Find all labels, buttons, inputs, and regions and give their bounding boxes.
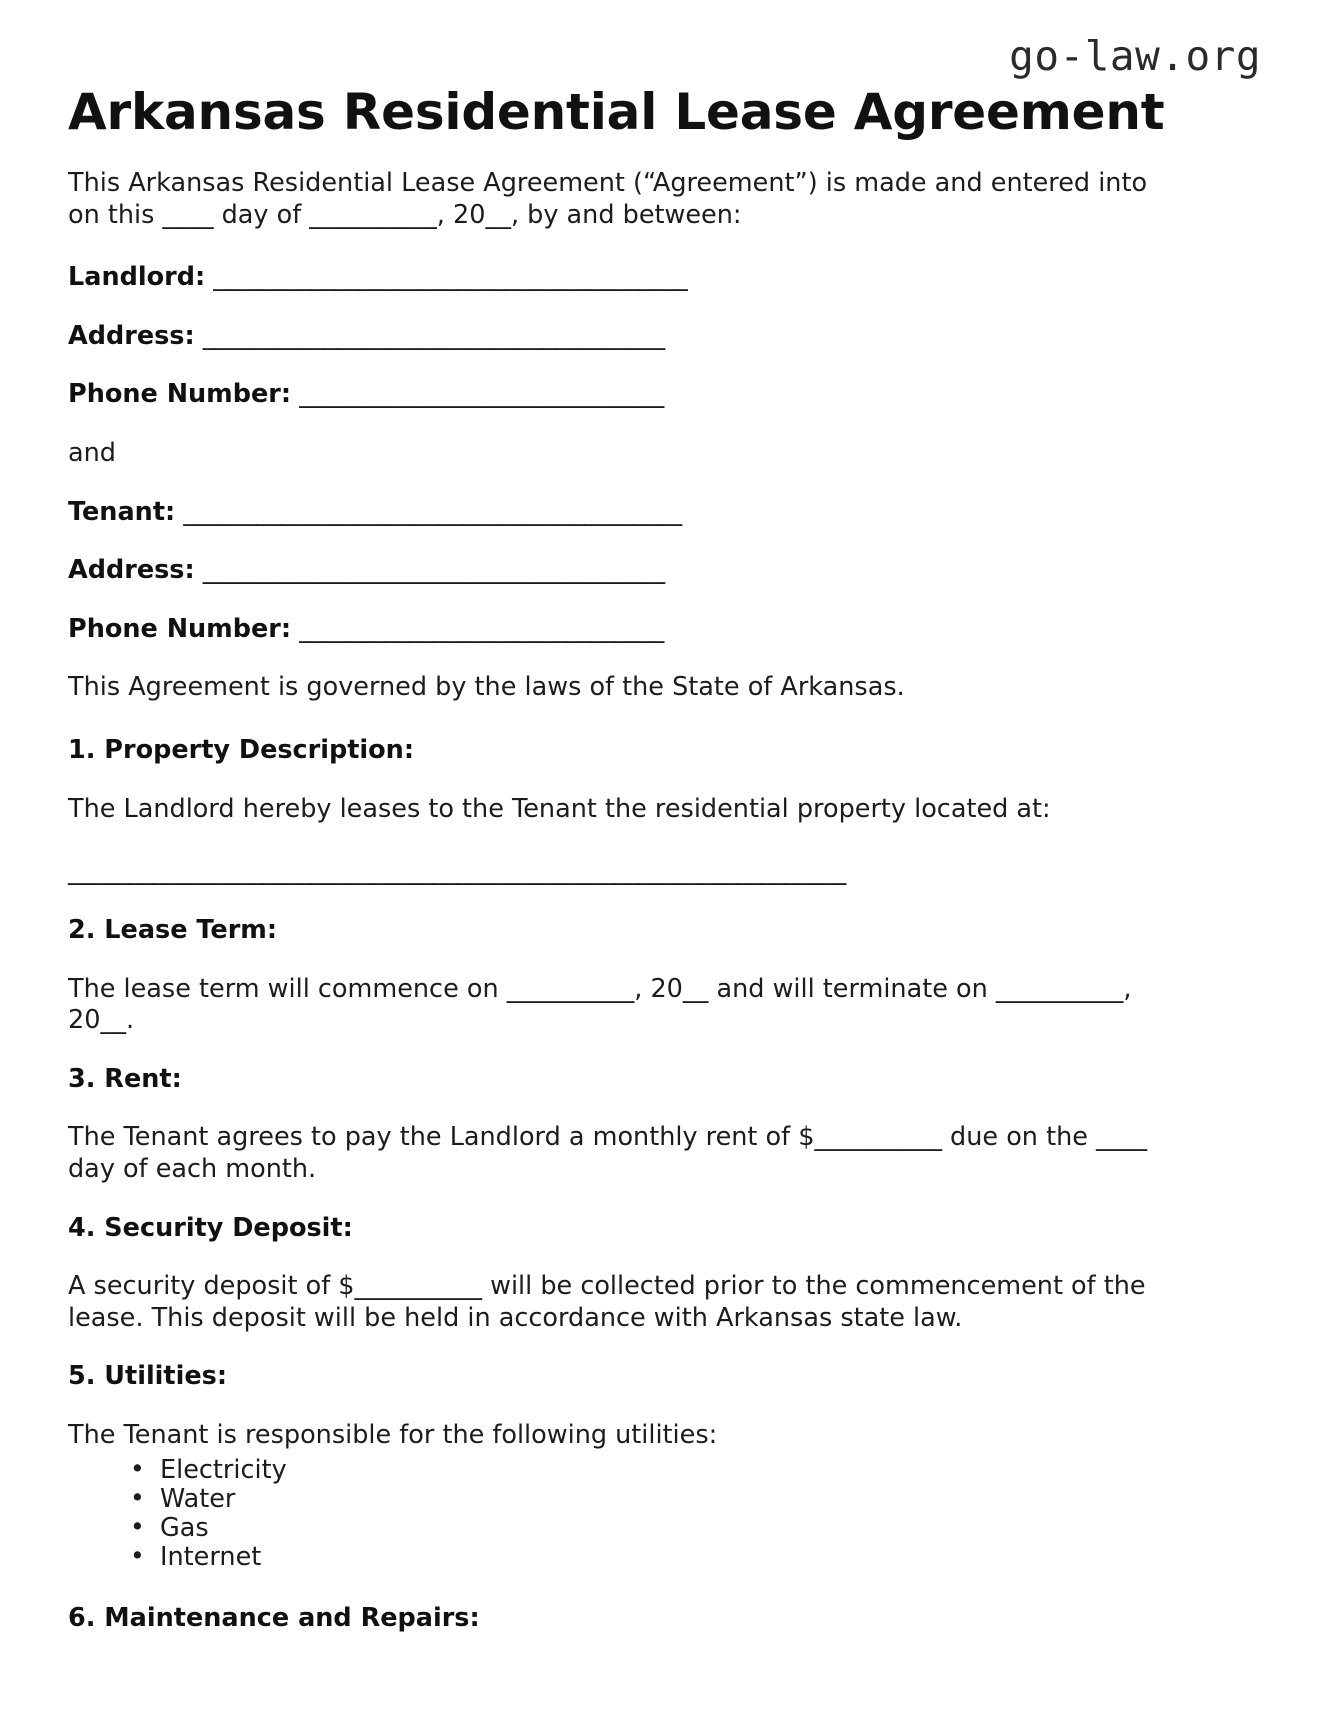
tenant-name-blank[interactable]: _________________________________________ bbox=[183, 496, 682, 527]
tenant-phone-field bbox=[68, 614, 1173, 646]
tenant-phone-label: Phone Number: bbox=[68, 613, 292, 644]
governing-law-paragraph: This Agreement is governed by the laws of the State of Arkansas. bbox=[68, 672, 905, 703]
section-heading-rent: 3. Rent: bbox=[68, 1063, 182, 1094]
list-item: • Electricity bbox=[130, 1456, 1173, 1485]
tenant-address-blank[interactable]: ______________________________________ bbox=[202, 555, 665, 586]
and-conjunction: and bbox=[68, 438, 116, 469]
list-item: • Gas bbox=[130, 1514, 1173, 1543]
section-body-rent: The Tenant agrees to pay the Landlord a monthly rent of $__________ due on the ____ day of each month. bbox=[68, 1122, 1148, 1184]
tenant-name-field bbox=[68, 497, 1173, 529]
landlord-phone-field bbox=[68, 379, 1173, 411]
list-item: • Water bbox=[130, 1485, 1173, 1514]
landlord-name-blank[interactable]: _______________________________________ bbox=[213, 262, 688, 293]
page-title: Arkansas Residential Lease Agreement bbox=[68, 83, 1165, 141]
tenant-address-field bbox=[68, 555, 1173, 587]
tenant-phone-blank[interactable]: ______________________________ bbox=[299, 613, 664, 644]
landlord-address-field bbox=[68, 321, 1173, 353]
brand-text: go-law.org bbox=[1009, 32, 1261, 80]
section-body-property-description: The Landlord hereby leases to the Tenant the residential property located at: bbox=[68, 793, 1051, 824]
property-address-blank[interactable]: ________________________________________________________________ bbox=[68, 856, 846, 887]
landlord-phone-label: Phone Number: bbox=[68, 379, 292, 410]
utilities-list bbox=[68, 1456, 1173, 1572]
landlord-phone-blank[interactable]: ______________________________ bbox=[299, 379, 664, 410]
landlord-name-label: Landlord: bbox=[68, 262, 206, 293]
section-heading-maintenance-and-repairs: 6. Maintenance and Repairs: bbox=[68, 1602, 480, 1633]
landlord-address-label: Address: bbox=[68, 320, 195, 351]
intro-paragraph: This Arkansas Residential Lease Agreement (“Agreement”) is made and entered into on this ____ day of __________, 20__, by and between: bbox=[68, 168, 1148, 230]
list-item: • Internet bbox=[130, 1543, 1173, 1572]
tenant-name-label: Tenant: bbox=[68, 496, 176, 527]
section-body-security-deposit: A security deposit of $__________ will be collected prior to the commencement of the lease. This deposit will be held in accordance with Arkansas state law. bbox=[68, 1271, 1146, 1333]
section-heading-security-deposit: 4. Security Deposit: bbox=[68, 1212, 353, 1243]
brand-watermark bbox=[1009, 32, 1261, 80]
section-heading-lease-term: 2. Lease Term: bbox=[68, 914, 278, 945]
section-heading-property-description: 1. Property Description: bbox=[68, 735, 415, 766]
landlord-address-blank[interactable]: ______________________________________ bbox=[202, 320, 665, 351]
tenant-address-label: Address: bbox=[68, 555, 195, 586]
landlord-name-field bbox=[68, 262, 1173, 294]
document-body bbox=[68, 168, 1173, 1634]
section-heading-utilities: 5. Utilities: bbox=[68, 1361, 228, 1392]
section-body-lease-term: The lease term will commence on __________, 20__ and will terminate on __________, 20__. bbox=[68, 973, 1132, 1036]
section-body-utilities: The Tenant is responsible for the following utilities: bbox=[68, 1420, 718, 1451]
